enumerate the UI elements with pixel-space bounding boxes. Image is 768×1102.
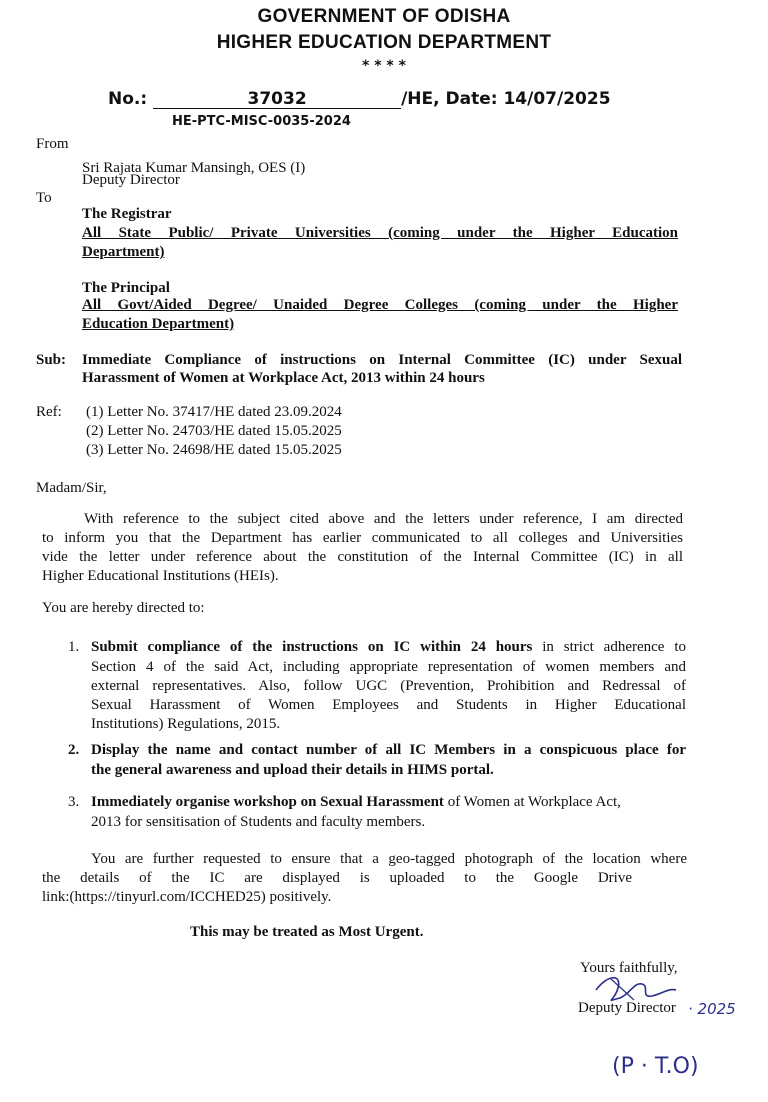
further-line-2: the details of the IC are displayed is uploaded to the Google Drive xyxy=(42,870,632,886)
intro-line-4: Higher Educational Institutions (HEIs). xyxy=(42,568,279,584)
from-label: From xyxy=(36,136,69,152)
point-2-number: 2. xyxy=(68,742,80,758)
point-1-bold: Submit compliance of the instructions on IC within 24 hours xyxy=(91,639,533,655)
references-label: Ref: xyxy=(36,404,62,420)
intro-line-3: vide the letter under reference about the constitution of the Internal Committee (IC) in all xyxy=(42,549,683,565)
point-1-rest: in strict adherence to xyxy=(532,639,686,655)
point-1-line-1 xyxy=(91,639,686,656)
intro-line-2: to inform you that the Department has earlier communicated to all colleges and Universities xyxy=(42,530,683,546)
subject-line-1: Immediate Compliance of instructions on Internal Committee (IC) under Sexual xyxy=(82,352,682,368)
reference-item: (2) Letter No. 24703/HE dated 15.05.2025 xyxy=(86,423,342,439)
header-stars: * * * * xyxy=(362,58,406,74)
point-1-line-3: external representatives. Also, follow UGC (Prevention, Prohibition and Redressal of xyxy=(91,678,686,694)
reference-item: (3) Letter No. 24698/HE dated 15.05.2025 xyxy=(86,442,342,458)
intro-line-1: With reference to the subject cited above and the letters under reference, I am directed xyxy=(84,511,683,527)
file-number: HE-PTC-MISC-0035-2024 xyxy=(172,114,351,129)
further-line-1: You are further requested to ensure that a geo-tagged photograph of the location where xyxy=(91,851,687,867)
header-government: GOVERNMENT OF ODISHA xyxy=(257,6,511,27)
reference-item: (1) Letter No. 37417/HE dated 23.09.2024 xyxy=(86,404,342,420)
to-principal-address-1: All Govt/Aided Degree/ Unaided Degree Colleges (coming under the Higher xyxy=(82,297,678,313)
to-registrar-address-2: Department) xyxy=(82,244,165,260)
subject-line-2: Harassment of Women at Workplace Act, 2013 within 24 hours xyxy=(82,370,485,386)
point-3-line-1 xyxy=(91,794,686,811)
from-name: Sri Rajata Kumar Mansingh, OES (I) xyxy=(82,160,306,176)
header-department: HIGHER EDUCATION DEPARTMENT xyxy=(216,32,552,53)
directed-intro: You are hereby directed to: xyxy=(42,600,205,616)
point-3-line-2: 2013 for sensitisation of Students and faculty members. xyxy=(91,814,426,830)
letter-date: /HE, Date: 14/07/2025 xyxy=(401,89,611,109)
yours-faithfully: Yours faithfully, xyxy=(580,960,678,976)
point-1-line-2: Section 4 of the said Act, including appropriate representation of women members and xyxy=(91,659,686,675)
point-2-line-1: Display the name and contact number of all IC Members in a conspicuous place for xyxy=(91,742,686,758)
letter-number: 37032 xyxy=(153,90,401,109)
point-3-number: 3. xyxy=(68,794,80,810)
to-principal: The Principal xyxy=(82,280,170,296)
further-line-3: link:(https://tinyurl.com/ICCHED25) positively. xyxy=(42,889,332,905)
point-1-line-4: Sexual Harassment of Women Employees and Students in Higher Educational xyxy=(91,697,686,713)
point-1-number: 1. xyxy=(68,639,80,655)
urgent-note: This may be treated as Most Urgent. xyxy=(190,924,424,940)
to-label: To xyxy=(36,190,52,206)
point-3-rest: of Women at Workplace Act, xyxy=(443,794,621,810)
to-registrar-address-1: All State Public/ Private Universities (coming under the Higher Education xyxy=(82,225,678,241)
from-designation: Deputy Director xyxy=(82,172,180,188)
to-registrar: The Registrar xyxy=(82,206,172,222)
pto-note: (P · T.O) xyxy=(612,1054,699,1079)
number-label: No.: xyxy=(108,89,148,109)
point-2-line-2: the general awareness and upload their details in HIMS portal. xyxy=(91,762,494,778)
to-principal-address-2: Education Department) xyxy=(82,316,235,332)
letter-number-line xyxy=(108,89,611,109)
salutation: Madam/Sir, xyxy=(36,480,107,496)
point-1-line-5: Institutions) Regulations, 2015. xyxy=(91,716,281,732)
subject-label: Sub: xyxy=(36,352,67,368)
point-3-bold: Immediately organise workshop on Sexual Harassment xyxy=(91,794,444,810)
signatory-designation: Deputy Director xyxy=(578,1000,676,1016)
handwritten-date: · 2025 xyxy=(688,1000,736,1018)
